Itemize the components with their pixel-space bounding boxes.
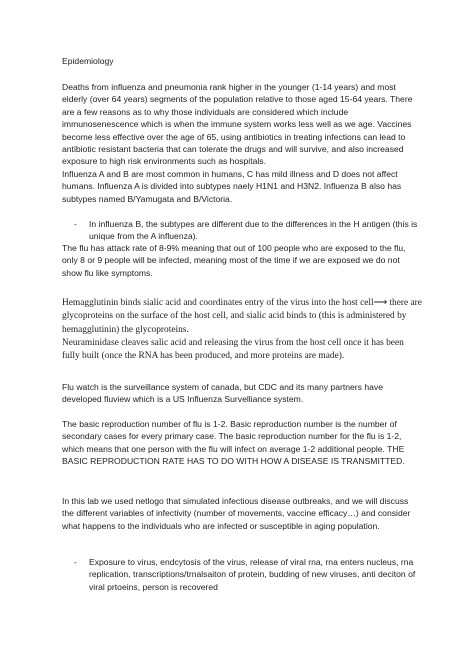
paragraph-attack-rate: The flu has attack rate of 8-9% meaning that out of 100 people who are exposed to the flu, only 8 or 9 people will be infected, meaning most of the time if we are exposed we do not show flu like symptoms. [62, 243, 406, 278]
paragraph-neuraminidase: Neuraminidase cleaves salic acid and releasing the virus from the host cell once it has been fully built (once the RNA has been produced, and more proteins are made). [62, 338, 404, 362]
bullet-dash: - [74, 557, 77, 567]
paragraph-hemagglutinin: Hemagglutinin binds sialic acid and coordinates entry of the virus into the host cell⟶ there are glycoproteins on the surface of the host cell, and sialic acid binds to (this is administered by hemagglutinin) the glycoproteins. [62, 298, 422, 335]
bullet-dash: - [74, 219, 77, 229]
paragraph-reproduction-number: The basic reproduction number of flu is 1-2. Basic reproduction number is the number of secondary cases for every primary case. The basic reproduction number for the flu is 1-2, which means that one person with the flu will infect on average 1-2 additional people. THE BASIC REPRODUCTION RATE HAS TO DO WITH HOW A DISEASE IS TRANSMITTED. [62, 419, 405, 467]
document-title: Epidemiology [62, 56, 114, 66]
paragraph-age-risk: Deaths from influenza and pneumonia rank higher in the younger (1-14 years) and most elderly (over 64 years) segments of the population relative to those aged 15-64 years. There are a few reasons as to why those individuals are considered which include immunosenescence which is when the immune system works less well as we age. Vaccines become less effective over the age of 65, using antibiotics in treating infections can lead to antibiotic resistant bacteria that can tolerate the drugs and will survive, and also increased exposure to high risk environments such as hospitals. [62, 82, 413, 167]
paragraph-netlogo-lab: In this lab we used netlogo that simulated infectious disease outbreaks, and we will discuss the different variables of infectivity (number of movements, vaccine efficacy…) and consider what happens to the individuals who are infected or susceptible in aging population. [62, 496, 411, 531]
paragraph-influenza-types: Influenza A and B are most common in humans, C has mild illness and D does not affect humans. Influenza A is divided into subtypes naely H1N1 and H3N2. Influenza B also has subtypes named B/Yamugata and B/Victoria. [62, 169, 402, 204]
bullet-text-influenza-b: In influenza B, the subtypes are different due to the differences in the H antigen (this is unique from the A influenza). [89, 219, 418, 242]
bullet-text-virus-lifecycle: Exposure to virus, endcytosis of the virus, release of viral rna, rna enters nucleus, rna replication, transcriptions/trnalsaiton of protein, budding of new viruses, anti deciton of viral prtoeins, person is recovered [89, 557, 416, 592]
paragraph-flu-watch: Flu watch is the surveillance system of canada, but CDC and its many partners have developed fluview which is a US Influenza Survelliance system. [62, 382, 383, 405]
